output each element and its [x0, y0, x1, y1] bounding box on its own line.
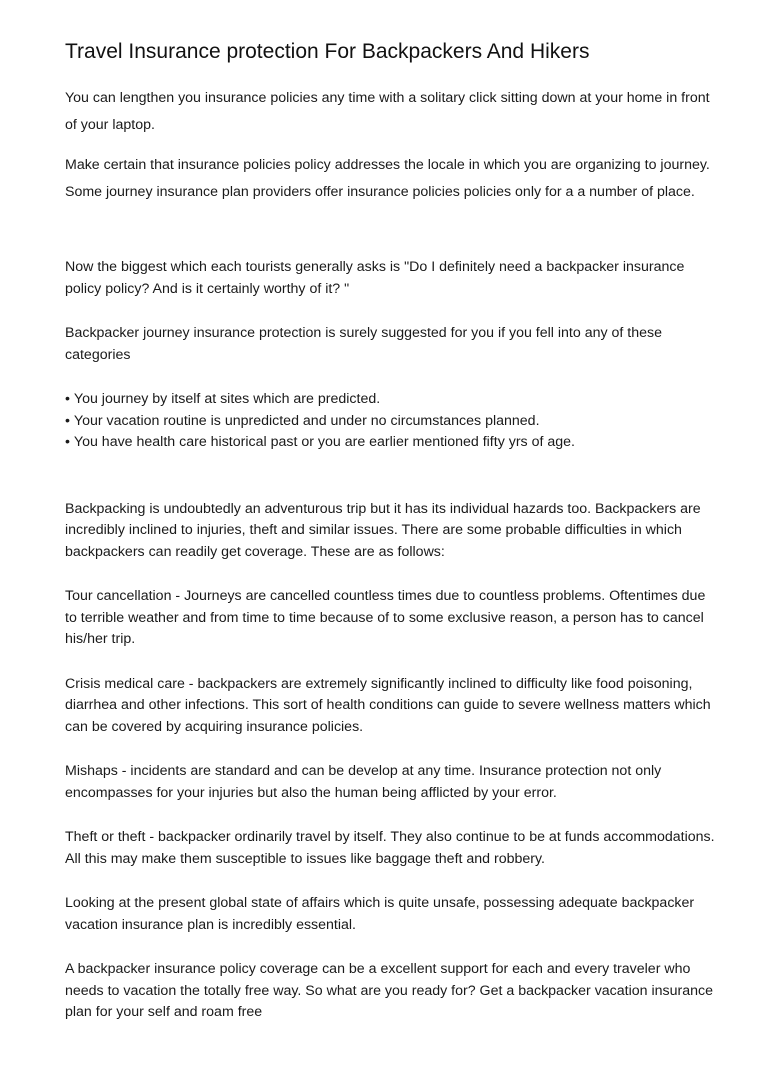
paragraph-theft: Theft or theft - backpacker ordinarily travel by itself. They also continue to be at funds accommodations. All this may make them susceptible to issues like baggage theft and robbery. — [65, 829, 715, 867]
page-title: Travel Insurance protection For Backpackers And Hikers — [65, 40, 590, 63]
paragraph-locale: Make certain that insurance policies policy addresses the locale in which you are organizing to journey. Some journey insurance plan providers offer insurance policies policies only for a a number of place. — [65, 157, 710, 200]
list-item: • Your vacation routine is unpredicted and under no circumstances planned. — [65, 411, 715, 433]
paragraph-tour-cancellation: Tour cancellation - Journeys are cancelled countless times due to countless problems. Oftentimes due to terrible weather and from time to time because of to some exclusive reason, a person has to cancel his/her trip. — [65, 588, 706, 647]
paragraph-medical-care: Crisis medical care - backpackers are extremely significantly inclined to difficulty like food poisoning, diarrhea and other infections. This sort of health conditions can guide to severe wellness matters which can be covered by acquiring insurance policies. — [65, 675, 711, 735]
paragraph-question: Now the biggest which each tourists generally asks is "Do I definitely need a backpacker insurance policy policy? And is it certainly worthy of it? " — [65, 259, 685, 297]
paragraph-intro: You can lengthen you insurance policies any time with a solitary click sitting down at your home in front of your laptop. — [65, 90, 710, 133]
paragraph-global-state: Looking at the present global state of affairs which is quite unsafe, possessing adequate backpacker vacation insurance plan is incredibly essential. — [65, 895, 695, 933]
paragraph-conclusion: A backpacker insurance policy coverage can be a excellent support for each and every traveler who needs to vacation the totally free way. So what are you ready for? Get a backpacker vacation insurance plan for your self and roam free — [65, 961, 713, 1020]
list-item: • You journey by itself at sites which are predicted. — [65, 389, 715, 411]
list-item: • You have health care historical past or you are earlier mentioned fifty yrs of age. — [65, 432, 715, 454]
paragraph-mishaps: Mishaps - incidents are standard and can be develop at any time. Insurance protection not only encompasses for your injuries but also the human being afflicted by your error. — [65, 763, 662, 801]
paragraph-hazards: Backpacking is undoubtedly an adventurous trip but it has its individual hazards too. Backpackers are incredibly inclined to injuries, theft and similar issues. There are some probable difficulties in which backpackers can readily get coverage. These are as follows: — [65, 500, 701, 560]
document-body — [65, 38, 715, 1024]
categories-list — [65, 389, 715, 454]
paragraph-categories: Backpacker journey insurance protection is surely suggested for you if you fell into any of these categories — [65, 325, 662, 363]
